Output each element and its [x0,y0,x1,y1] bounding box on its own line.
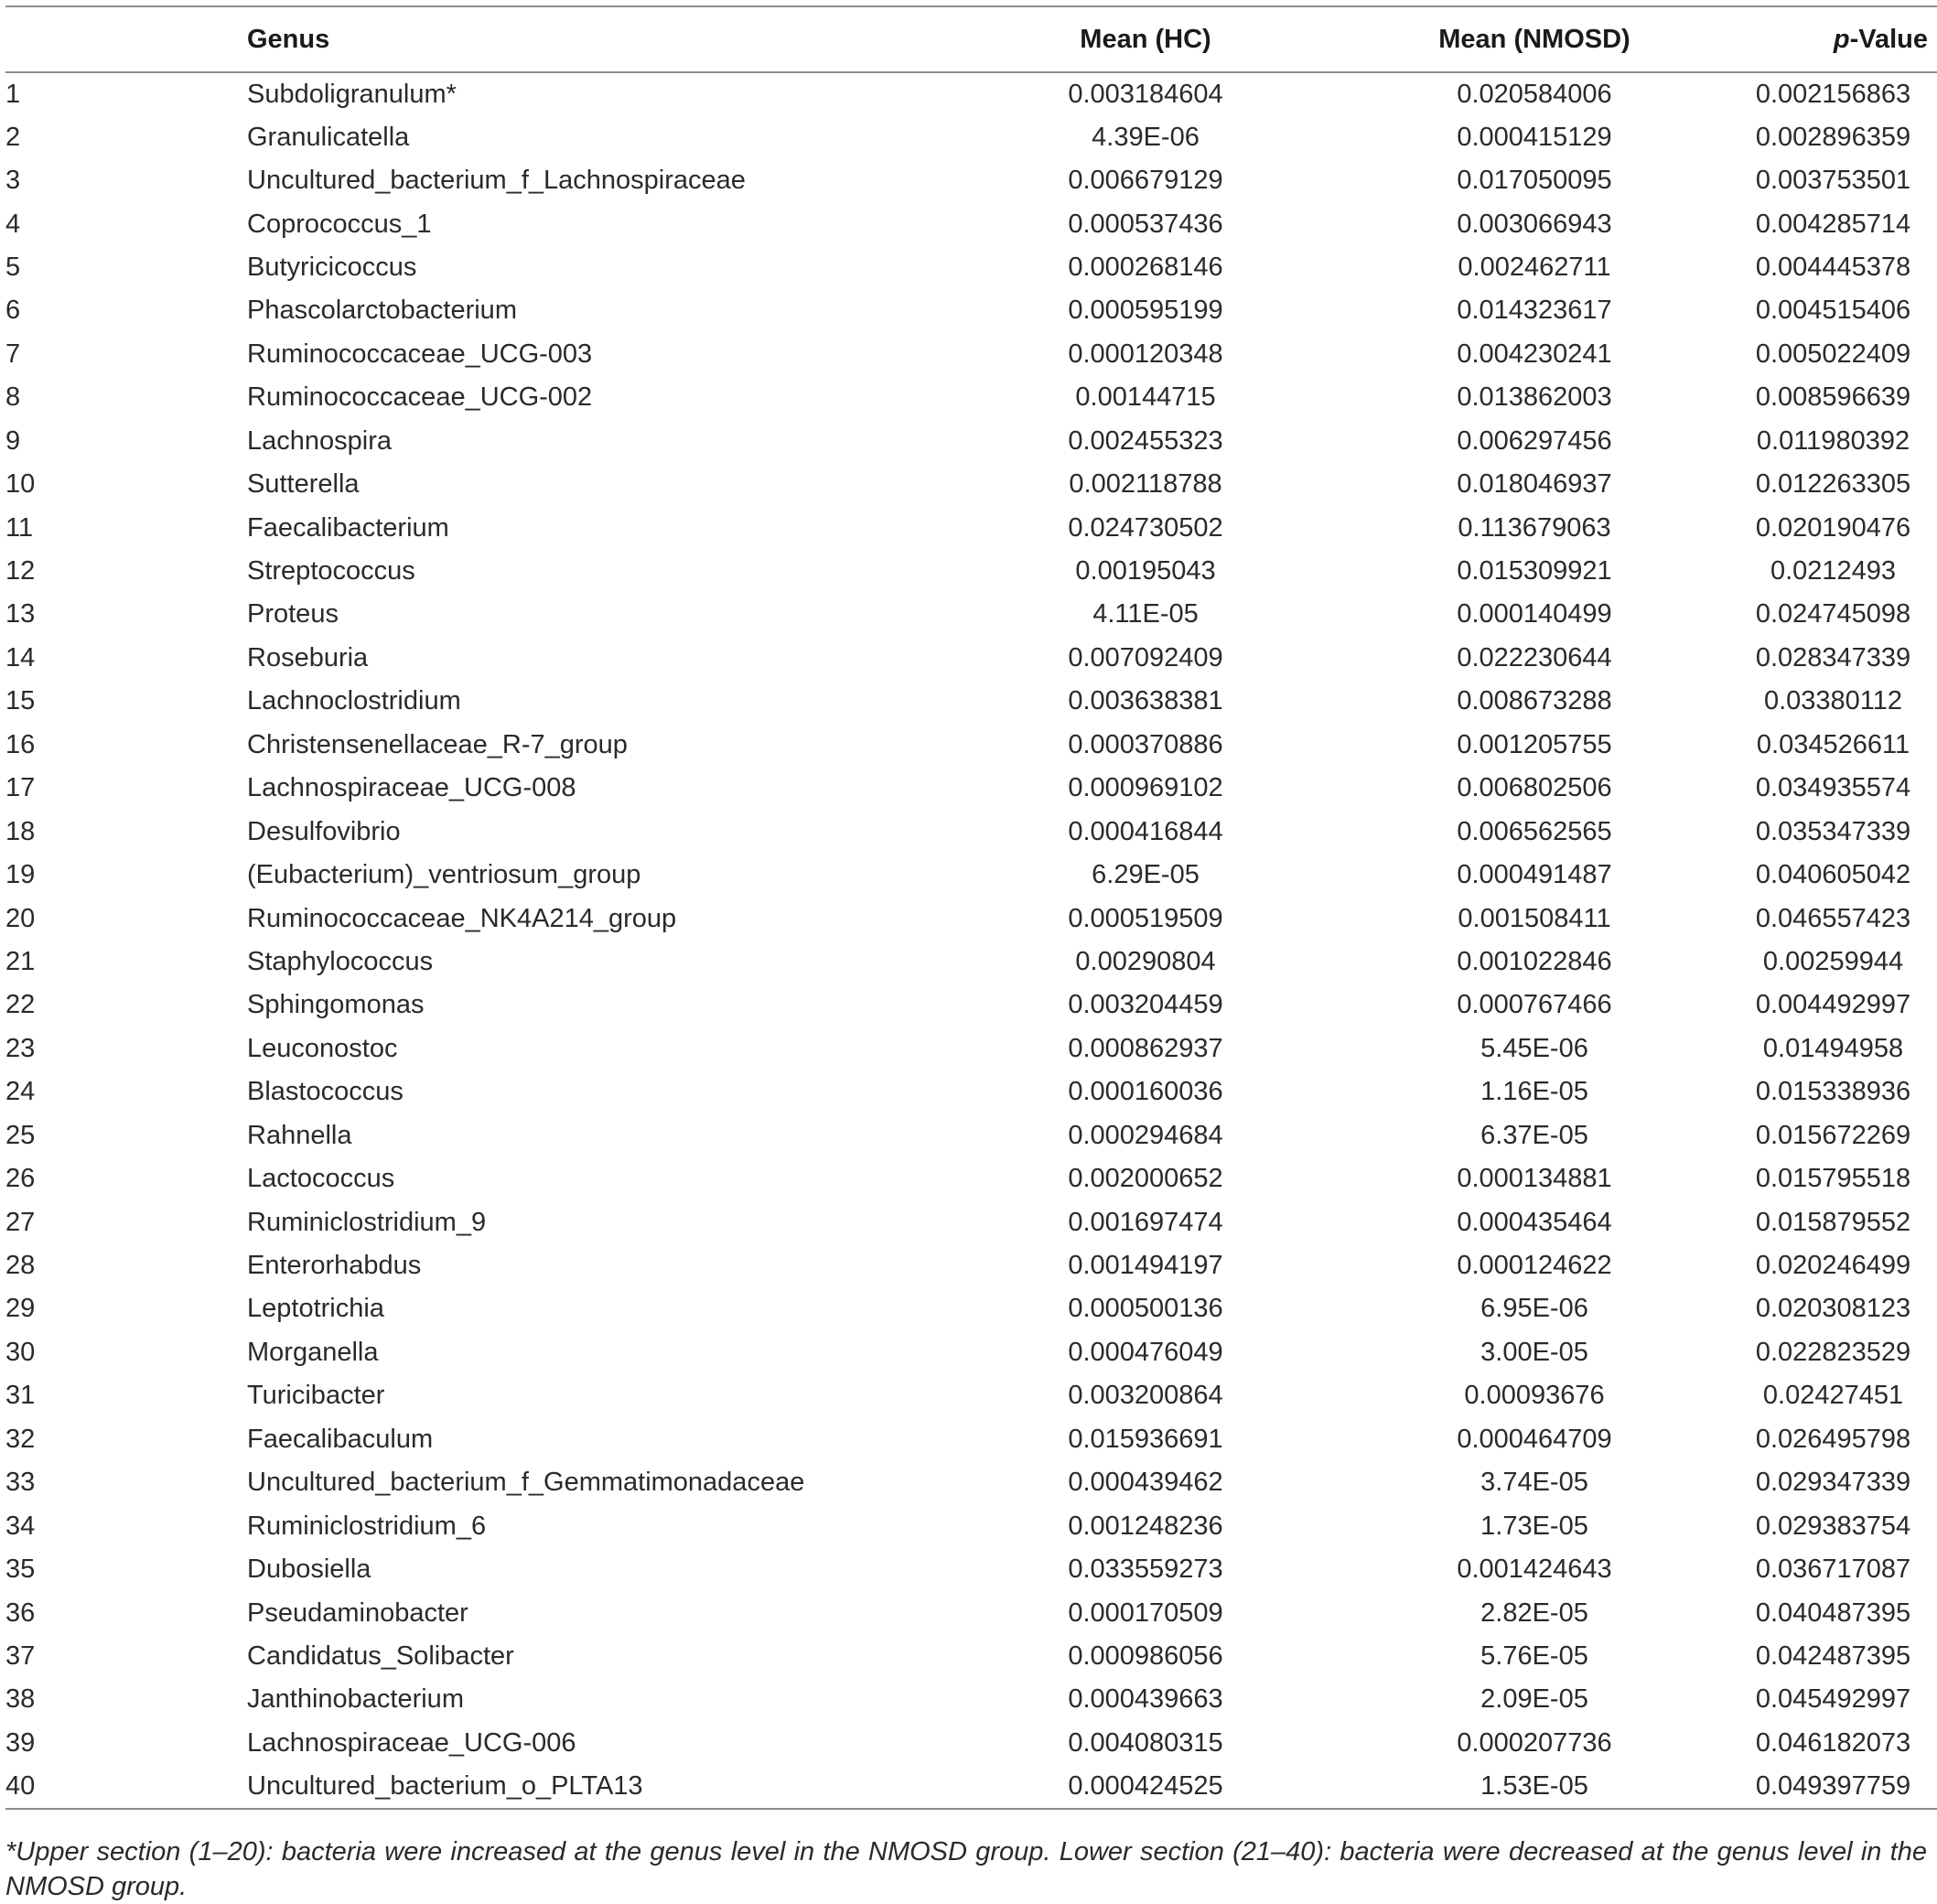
row-index: 31 [5,1381,36,1411]
genus-cell: Candidatus_Solibacter [247,1640,514,1671]
p-value-cell: 0.022823529 [1755,1337,1911,1367]
genus-cell: Ruminiclostridium_6 [247,1511,487,1541]
genus-cell: Enterorhabdus [247,1251,422,1281]
table-row [5,680,1937,723]
header-mean-hc: Mean (HC) [952,6,1340,72]
genus-cell: Uncultured_bacterium_f_Gemmatimonadaceae [247,1468,805,1498]
row-index: 21 [5,946,36,976]
mean-nmosd-cell: 0.113679063 [1458,512,1611,543]
row-index: 18 [5,816,36,846]
mean-hc-cell: 0.00195043 [1075,556,1216,586]
table-body [5,72,1937,1809]
mean-nmosd-cell: 0.00093676 [1464,1381,1605,1411]
table-row [5,1548,1937,1591]
genus-cell: Faecalibacterium [247,512,449,543]
genus-cell: Morganella [247,1337,379,1367]
row-index: 26 [5,1164,36,1194]
table-footnote: *Upper section (1–20): bacteria were increased at the genus level in the NMOSD group. Lower section (21–40): bacteria were decreased at the genus level in the NMOSD group. [5,1837,1927,1901]
p-value-cell: 0.02427451 [1762,1381,1904,1411]
p-value-cell: 0.036717087 [1755,1554,1911,1585]
p-value-cell: 0.003753501 [1755,166,1911,196]
p-value-cell: 0.015338936 [1755,1077,1911,1107]
mean-hc-cell: 0.000160036 [1068,1077,1223,1107]
mean-hc-cell: 0.001697474 [1068,1207,1223,1237]
mean-nmosd-cell: 0.008673288 [1457,686,1612,716]
mean-nmosd-cell: 6.95E-06 [1480,1294,1588,1324]
row-index: 36 [5,1597,36,1628]
p-value-cell: 0.020190476 [1755,512,1911,543]
row-index: 37 [5,1640,36,1671]
genus-cell: Christensenellaceae_R-7_group [247,729,628,759]
p-value-cell: 0.046557423 [1755,903,1911,933]
table-row [5,506,1937,549]
genus-cell: Subdoligranulum* [247,79,457,109]
mean-nmosd-cell: 0.000415129 [1457,122,1612,152]
table-row [5,463,1937,506]
table-row [5,1765,1937,1808]
table-row [5,1722,1937,1765]
mean-nmosd-cell: 0.000140499 [1457,599,1612,629]
mean-hc-cell: 0.000439462 [1068,1468,1223,1498]
mean-hc-cell: 0.004080315 [1068,1727,1223,1758]
table-row [5,1461,1937,1504]
mean-nmosd-cell: 0.006297456 [1457,425,1612,456]
table-row [5,376,1937,419]
row-index: 39 [5,1727,36,1758]
header-p-rest: -Value [1849,24,1928,54]
mean-hc-cell: 0.000862937 [1068,1033,1223,1063]
table-row [5,984,1937,1027]
header-mean-nmosd: Mean (NMOSD) [1340,6,1729,72]
p-value-cell: 0.029347339 [1755,1468,1911,1498]
row-index: 30 [5,1337,36,1367]
mean-nmosd-cell: 5.76E-05 [1480,1640,1588,1671]
row-index: 22 [5,990,36,1020]
table-row [5,289,1937,332]
row-index: 19 [5,860,36,890]
mean-hc-cell: 0.015936691 [1068,1424,1223,1454]
genus-cell: Streptococcus [247,556,415,586]
table-row [5,1287,1937,1330]
row-index: 10 [5,469,36,500]
p-value-cell: 0.004492997 [1755,990,1911,1020]
p-value-cell: 0.049397759 [1729,1765,1937,1808]
mean-hc-cell: 0.007092409 [1068,642,1223,672]
table-row [5,767,1937,810]
mean-hc-cell: 0.002000652 [1068,1164,1223,1194]
genus-cell: Rahnella [247,1120,352,1150]
genus-cell: Faecalibaculum [247,1424,434,1454]
row-index: 38 [5,1684,36,1715]
row-index: 33 [5,1468,36,1498]
mean-hc-cell: 4.39E-06 [1092,122,1200,152]
p-value-cell: 0.004445378 [1755,252,1911,282]
p-value-cell: 0.028347339 [1755,642,1911,672]
mean-nmosd-cell: 0.022230644 [1457,642,1612,672]
mean-nmosd-cell: 3.74E-05 [1480,1468,1588,1498]
genus-cell: Ruminococcaceae_NK4A214_group [247,903,677,933]
mean-hc-cell: 0.003200864 [1068,1381,1223,1411]
mean-nmosd-cell: 0.001205755 [1457,729,1612,759]
row-index: 29 [5,1294,36,1324]
mean-hc-cell: 0.002455323 [1068,425,1223,456]
genus-cell: Lachnospira [247,425,392,456]
p-value-cell: 0.040487395 [1755,1597,1911,1628]
genus-cell: Blastococcus [247,1077,404,1107]
genus-cell: Lactococcus [247,1164,395,1194]
genus-cell: Uncultured_bacterium_o_PLTA13 [247,1765,952,1808]
genus-cell: Butyricicoccus [247,252,417,282]
p-value-cell: 0.034526611 [1756,729,1910,759]
mean-hc-cell: 0.002118788 [1069,469,1222,500]
mean-hc-cell: 0.000595199 [1068,296,1223,326]
genus-cell: Leptotrichia [247,1294,384,1324]
mean-nmosd-cell: 0.000767466 [1457,990,1612,1020]
row-index: 7 [5,339,21,369]
genus-table [5,5,1937,1810]
p-value-cell: 0.020246499 [1755,1251,1911,1281]
table-row [5,1504,1937,1547]
table-row [5,593,1937,636]
mean-nmosd-cell: 0.000464709 [1457,1424,1612,1454]
genus-cell: Coprococcus_1 [247,209,432,239]
row-index: 20 [5,903,36,933]
mean-hc-cell: 0.000476049 [1068,1337,1223,1367]
row-index: 3 [5,166,21,196]
mean-hc-cell: 0.003638381 [1068,686,1223,716]
p-value-cell: 0.00259944 [1762,946,1904,976]
mean-hc-cell: 0.000370886 [1068,729,1223,759]
row-index: 9 [5,425,21,456]
genus-cell: Proteus [247,599,339,629]
genus-cell: Roseburia [247,642,369,672]
p-value-cell: 0.002156863 [1755,79,1911,109]
genus-cell: Staphylococcus [247,946,434,976]
mean-nmosd-cell: 5.45E-06 [1480,1033,1588,1063]
genus-cell: (Eubacterium)_ventriosum_group [247,860,641,890]
mean-nmosd-cell: 0.006562565 [1457,816,1612,846]
table-row [5,724,1937,767]
row-index: 1 [5,79,21,109]
row-index: 17 [5,773,36,803]
p-value-cell: 0.012263305 [1755,469,1911,500]
header-row [5,6,1937,72]
mean-hc-cell: 0.00144715 [1075,382,1216,413]
mean-hc-cell: 0.033559273 [1068,1554,1223,1585]
p-value-cell: 0.040605042 [1755,860,1911,890]
mean-nmosd-cell: 0.002462711 [1458,252,1611,282]
genus-cell: Dubosiella [247,1554,371,1585]
table-row [5,1374,1937,1417]
table-row [5,1331,1937,1374]
p-value-cell: 0.015795518 [1755,1164,1911,1194]
row-index: 16 [5,729,36,759]
row-index: 12 [5,556,36,586]
mean-hc-cell: 0.000170509 [1068,1597,1223,1628]
table-row [5,1114,1937,1157]
table-row [5,1070,1937,1113]
genus-cell: Lachnospiraceae_UCG-008 [247,773,576,803]
genus-cell: Sphingomonas [247,990,425,1020]
row-index: 25 [5,1120,36,1150]
mean-nmosd-cell: 0.013862003 [1457,382,1612,413]
mean-nmosd-cell: 0.000491487 [1457,860,1612,890]
genus-cell: Ruminococcaceae_UCG-002 [247,382,593,413]
mean-hc-cell: 0.000120348 [1068,339,1223,369]
mean-hc-cell: 0.024730502 [1068,512,1223,543]
genus-cell: Ruminiclostridium_9 [247,1207,487,1237]
mean-hc-cell: 0.000424525 [952,1765,1340,1808]
p-value-cell: 0.008596639 [1755,382,1911,413]
genus-cell: Sutterella [247,469,360,500]
p-value-cell: 0.005022409 [1755,339,1911,369]
row-index: 40 [5,1765,247,1808]
table-row [5,1678,1937,1721]
genus-cell: Lachnoclostridium [247,686,461,716]
mean-nmosd-cell: 6.37E-05 [1480,1120,1588,1150]
table-row [5,637,1937,680]
table-row [5,854,1937,897]
table-row [5,159,1937,202]
mean-nmosd-cell: 1.53E-05 [1340,1765,1729,1808]
mean-nmosd-cell: 0.006802506 [1457,773,1612,803]
header-genus: Genus [247,6,952,72]
mean-hc-cell: 0.000537436 [1068,209,1223,239]
genus-cell: Uncultured_bacterium_f_Lachnospiraceae [247,166,746,196]
mean-hc-cell: 0.000416844 [1068,816,1223,846]
row-index: 15 [5,686,36,716]
table-row [5,897,1937,940]
row-index: 5 [5,252,21,282]
mean-hc-cell: 0.000439663 [1068,1684,1223,1715]
p-value-cell: 0.03380112 [1763,686,1903,716]
table-header [5,6,1937,72]
mean-hc-cell: 0.000519509 [1068,903,1223,933]
header-p-value [1729,6,1937,72]
mean-nmosd-cell: 0.003066943 [1457,209,1612,239]
row-index: 8 [5,382,21,413]
mean-nmosd-cell: 2.09E-05 [1480,1684,1588,1715]
p-value-cell: 0.045492997 [1755,1684,1911,1715]
genus-cell: Turicibacter [247,1381,385,1411]
header-p-italic: p [1833,24,1850,54]
mean-nmosd-cell: 0.000134881 [1457,1164,1612,1194]
row-index: 4 [5,209,21,239]
mean-hc-cell: 0.006679129 [1068,166,1223,196]
row-index: 35 [5,1554,36,1585]
mean-nmosd-cell: 3.00E-05 [1480,1337,1588,1367]
p-value-cell: 0.046182073 [1755,1727,1911,1758]
p-value-cell: 0.020308123 [1755,1294,1911,1324]
genus-cell: Desulfovibrio [247,816,401,846]
mean-nmosd-cell: 0.004230241 [1457,339,1612,369]
mean-hc-cell: 0.000268146 [1068,252,1223,282]
table-row [5,1157,1937,1200]
genus-cell: Ruminococcaceae_UCG-003 [247,339,593,369]
p-value-cell: 0.004515406 [1755,296,1911,326]
row-index: 32 [5,1424,36,1454]
header-index [5,6,247,72]
mean-hc-cell: 0.000969102 [1068,773,1223,803]
table-row [5,810,1937,853]
mean-hc-cell: 0.003184604 [1068,79,1223,109]
genus-cell: Pseudaminobacter [247,1597,468,1628]
table-row [5,1591,1937,1634]
table-row [5,115,1937,158]
mean-hc-cell: 0.00290804 [1075,946,1216,976]
row-index: 13 [5,599,36,629]
table-row [5,420,1937,463]
row-index: 23 [5,1033,36,1063]
mean-nmosd-cell: 0.000124622 [1457,1251,1612,1281]
mean-nmosd-cell: 0.001508411 [1458,903,1611,933]
table-row [5,246,1937,289]
table-row [5,1200,1937,1243]
mean-nmosd-cell: 0.017050095 [1457,166,1612,196]
row-index: 24 [5,1077,36,1107]
mean-hc-cell: 0.003204459 [1068,990,1223,1020]
table-row [5,550,1937,593]
genus-cell: Leuconostoc [247,1033,398,1063]
p-value-cell: 0.011980392 [1756,425,1910,456]
mean-nmosd-cell: 0.015309921 [1457,556,1612,586]
table-row [5,1418,1937,1461]
mean-nmosd-cell: 0.000207736 [1457,1727,1612,1758]
row-index: 34 [5,1511,36,1541]
p-value-cell: 0.024745098 [1755,599,1911,629]
mean-nmosd-cell: 0.001424643 [1457,1554,1612,1585]
mean-hc-cell: 0.001248236 [1068,1511,1223,1541]
genus-cell: Granulicatella [247,122,410,152]
row-index: 14 [5,642,36,672]
p-value-cell: 0.015879552 [1755,1207,1911,1237]
p-value-cell: 0.0212493 [1770,556,1897,586]
mean-nmosd-cell: 1.73E-05 [1480,1511,1588,1541]
table-row [5,941,1937,984]
p-value-cell: 0.01494958 [1762,1033,1904,1063]
genus-cell: Phascolarctobacterium [247,296,517,326]
mean-nmosd-cell: 2.82E-05 [1480,1597,1588,1628]
p-value-cell: 0.015672269 [1755,1120,1911,1150]
row-index: 2 [5,122,21,152]
mean-hc-cell: 0.001494197 [1068,1251,1223,1281]
table-row [5,1027,1937,1070]
mean-nmosd-cell: 0.001022846 [1457,946,1612,976]
genus-cell: Lachnospiraceae_UCG-006 [247,1727,576,1758]
mean-nmosd-cell: 0.014323617 [1457,296,1612,326]
row-index: 27 [5,1207,36,1237]
row-index: 6 [5,296,21,326]
mean-nmosd-cell: 0.020584006 [1457,79,1612,109]
mean-hc-cell: 6.29E-05 [1092,860,1200,890]
p-value-cell: 0.029383754 [1755,1511,1911,1541]
p-value-cell: 0.002896359 [1755,122,1911,152]
p-value-cell: 0.004285714 [1755,209,1911,239]
p-value-cell: 0.034935574 [1755,773,1911,803]
table-row [5,333,1937,376]
table-row [5,1635,1937,1678]
p-value-cell: 0.026495798 [1755,1424,1911,1454]
mean-hc-cell: 0.000500136 [1068,1294,1223,1324]
mean-nmosd-cell: 1.16E-05 [1480,1077,1588,1107]
table-row [5,1244,1937,1287]
table-row [5,202,1937,245]
table-row [5,72,1937,115]
p-value-cell: 0.042487395 [1755,1640,1911,1671]
row-index: 11 [5,512,34,543]
p-value-cell: 0.035347339 [1755,816,1911,846]
mean-hc-cell: 0.000986056 [1068,1640,1223,1671]
mean-nmosd-cell: 0.018046937 [1457,469,1612,500]
row-index: 28 [5,1251,36,1281]
mean-hc-cell: 0.000294684 [1068,1120,1223,1150]
genus-cell: Janthinobacterium [247,1684,464,1715]
mean-nmosd-cell: 0.000435464 [1457,1207,1612,1237]
mean-hc-cell: 4.11E-05 [1092,599,1199,629]
